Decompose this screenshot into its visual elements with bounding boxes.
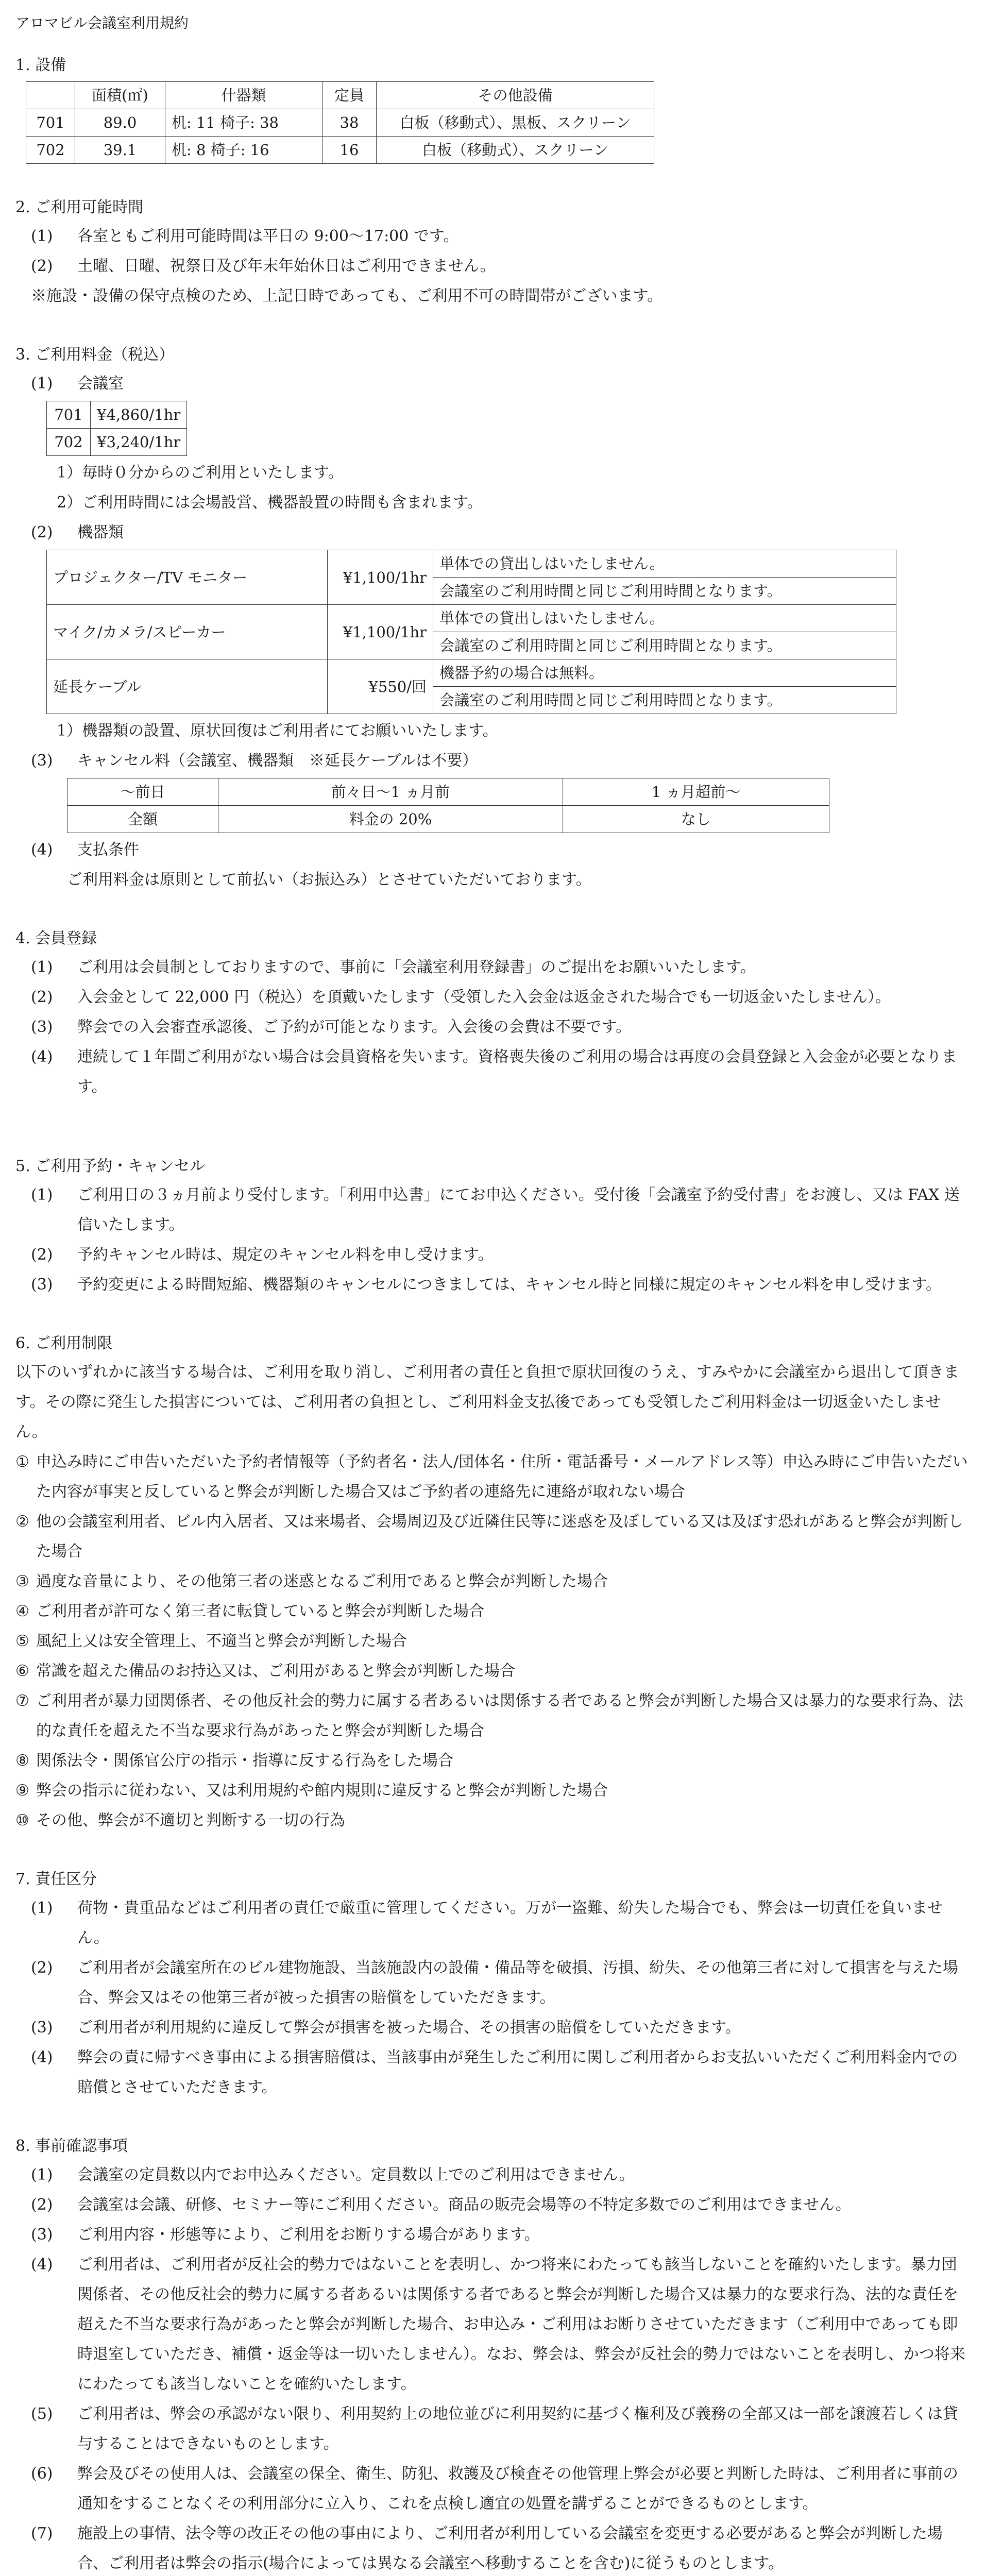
table-cell: 白板（移動式）、スクリーン	[377, 137, 654, 164]
section-liability	[15, 1866, 970, 2103]
equipment-note: 会議室のご利用時間と同じご利用時間となります。	[433, 632, 896, 659]
list-item	[15, 1686, 970, 1746]
table-row	[47, 401, 187, 429]
subsection-payment	[15, 835, 970, 865]
table-row	[47, 605, 896, 659]
list-item-text: 関係法令・関係官公庁の指示・指導に反する行為をした場合	[36, 1752, 453, 1770]
list-item-text: 土曜、日曜、祝祭日及び年末年始休日はご利用できません。	[77, 257, 496, 275]
list-item	[15, 2519, 970, 2576]
list-item-text: ご利用者が利用規約に違反して弊会が損害を被った場合、その損害の賠償をしていただきます。	[77, 2019, 741, 2037]
list-item-text: 常識を超えた備品のお持込又は、ご利用があると弊会が判断した場合	[36, 1662, 515, 1680]
list-item-text: 弊会の指示に従わない、又は利用規約や館内規則に違反すると弊会が判断した場合	[36, 1782, 608, 1800]
table-header-row	[67, 778, 829, 806]
list-item-marker: ⑩	[15, 1811, 29, 1829]
list-item-text: 入会金として 22,000 円（税込）を頂戴いたします（受領した入会金は返金された場合でも一切返金いたしません）。	[77, 988, 891, 1006]
list-item	[15, 2043, 970, 2103]
table-row	[47, 659, 896, 714]
facility-table	[26, 81, 654, 164]
list-item	[15, 1012, 970, 1042]
list-item-marker: (7)	[31, 2524, 53, 2543]
list-item	[15, 1806, 970, 1836]
table-cell: 料金の 20%	[218, 806, 563, 833]
table-header-cell: 什器類	[165, 82, 322, 109]
note-text: 2）ご利用時間には会場設営、機器設置の時間も含まれます。	[57, 494, 483, 512]
table-cell: ¥4,860/1hr	[91, 401, 187, 429]
list-item	[15, 2160, 970, 2190]
list-item-text: 過度な音量により、その他第三者の迷惑となるご利用であると弊会が判断した場合	[36, 1572, 608, 1590]
table-cell	[433, 605, 896, 659]
table-cell: マイク/カメラ/スピーカー	[47, 605, 328, 659]
cancel-fee-table	[67, 778, 829, 833]
equipment-note: 会議室のご利用時間と同じご利用時間となります。	[433, 577, 896, 604]
room-fee-table	[46, 401, 187, 456]
list-item	[15, 1893, 970, 1953]
list-item-marker: (3)	[31, 2019, 53, 2037]
table-row	[47, 429, 187, 456]
table-cell: 38	[322, 109, 377, 137]
list-item-marker: (4)	[31, 2048, 53, 2066]
table-cell: 机: 8 椅子: 16	[165, 137, 322, 164]
section-heading: 7. 責任区分	[15, 1870, 97, 1888]
list-item-marker: (4)	[31, 1048, 53, 1066]
list-item-text: ご利用者は、弊会の承認がない限り、利用契約上の地位並びに利用契約に基づく権利及び義務の全部又は一部を譲渡若しくは貸与することはできないものとします。	[77, 2405, 958, 2453]
subsection-cancel-fee	[15, 746, 970, 776]
list-item-marker: (3)	[31, 2226, 53, 2244]
section-membership	[15, 925, 970, 1123]
list-item-marker: ⑨	[15, 1782, 29, 1800]
equipment-note: 単体での貸出しはいたしません。	[439, 555, 665, 572]
list-item-marker: ⑤	[15, 1632, 29, 1650]
table-cell: 白板（移動式）、黒板、スクリーン	[377, 109, 654, 137]
section-restrictions	[15, 1330, 970, 1836]
list-item-text: 連続して１年間ご利用がない場合は会員資格を失います。資格喪失後のご利用の場合は再度の会員登録と入会金が必要となります。	[77, 1048, 957, 1096]
list-item	[15, 2190, 970, 2220]
list-item-marker: (1)	[31, 1899, 53, 1917]
list-item	[15, 222, 970, 251]
list-item-text: 他の会議室利用者、ビル内入居者、又は来場者、会場周辺及び近隣住民等に迷惑を及ぼしている又は及ぼす恐れがあると弊会が判断した場合	[36, 1513, 963, 1561]
list-item-text: 施設上の事情、法令等の改正その他の事由により、ご利用者が利用している会議室を変更する必要があると弊会が判断した場合、ご利用者は弊会の指示(場合によっては異なる会議室へ移動することを含む)に従うものとします。	[77, 2524, 943, 2572]
list-item	[15, 1567, 970, 1597]
list-item-marker: ⑧	[15, 1752, 29, 1770]
section-facilities	[15, 52, 970, 164]
table-cell: 16	[322, 137, 377, 164]
note-text: 1）機器類の設置、原状回復はご利用者にてお願いいたします。	[57, 722, 498, 740]
table-cell: 701	[26, 109, 75, 137]
table-cell: 89.0	[75, 109, 165, 137]
list-item-text: その他、弊会が不適切と判断する一切の行為	[36, 1811, 345, 1829]
table-header-cell: 前々日〜1 ヵ月前	[218, 778, 563, 806]
list-item-marker: ⑦	[15, 1692, 29, 1710]
document-title: アロマビル会議室利用規約	[15, 14, 189, 31]
table-row	[26, 109, 654, 137]
list-item-text: 予約変更による時間短縮、機器類のキャンセルにつきましては、キャンセル時と同様に規定のキャンセル料を申し受けます。	[77, 1276, 941, 1294]
list-item-marker: (2)	[31, 1959, 53, 1977]
subsection-room-fee	[15, 369, 970, 399]
equipment-note: 機器予約の場合は無料。	[439, 664, 604, 682]
list-item-marker: (3)	[31, 1018, 53, 1036]
section-precautions	[15, 2132, 970, 2576]
list-item-marker: (2)	[31, 988, 53, 1006]
note-text: 1）毎時０分からのご利用といたします。	[57, 464, 344, 482]
list-item-text: ご利用日の３ヵ月前より受付します。「利用申込書」にてお申込ください。受付後「会議室予約受付書」をお渡し、又は FAX 送信いたします。	[77, 1186, 960, 1234]
list-item-marker: (4)	[31, 841, 53, 859]
list-item	[15, 2459, 970, 2519]
list-item	[15, 2220, 970, 2250]
list-item	[15, 1447, 970, 1507]
list-item-marker: ④	[15, 1602, 29, 1620]
list-item	[15, 251, 970, 281]
table-row	[47, 550, 896, 605]
section-heading: 2. ご利用可能時間	[15, 198, 144, 216]
subsection-label: キャンセル料（会議室、機器類 ※延長ケーブルは不要）	[77, 752, 478, 770]
list-item-marker: (1)	[31, 375, 53, 393]
list-item	[15, 1180, 970, 1240]
table-cell: ¥1,100/1hr	[328, 550, 433, 605]
list-item	[15, 2250, 970, 2399]
list-item-text: 荷物・貴重品などはご利用者の責任で厳重に管理してください。万が一盗難、紛失した場合でも、弊会は一切責任を負いません。	[77, 1899, 943, 1947]
table-cell: ¥3,240/1hr	[91, 429, 187, 456]
list-item-text: 弊会の責に帰すべき事由による損害賠償は、当該事由が発生したご利用に関しご利用者からお支払いいただくご利用料金内での賠償とさせていただきます。	[77, 2048, 958, 2096]
list-item	[15, 1656, 970, 1686]
table-cell: プロジェクター/TV モニター	[47, 550, 328, 605]
list-item	[15, 2399, 970, 2459]
list-item-marker: (2)	[31, 2196, 53, 2214]
section-heading: 5. ご利用予約・キャンセル	[15, 1157, 206, 1175]
table-header-cell: 1 ヵ月超前〜	[563, 778, 829, 806]
table-cell: 702	[26, 137, 75, 164]
list-item-text: 会議室の定員数以内でお申込みください。定員数以上でのご利用はできません。	[77, 2166, 635, 2184]
list-item-marker: ①	[15, 1453, 29, 1471]
table-cell: 延長ケーブル	[47, 659, 328, 714]
equipment-fee-table	[46, 550, 896, 714]
list-item	[15, 1746, 970, 1776]
list-item-marker: (1)	[31, 2166, 53, 2184]
list-item	[15, 1776, 970, 1806]
table-cell: 全額	[67, 806, 218, 833]
list-item	[15, 1270, 970, 1300]
table-cell: 机: 11 椅子: 38	[165, 109, 322, 137]
list-item-marker: (3)	[31, 1276, 53, 1294]
list-item-text: 各室ともご利用可能時間は平日の 9:00〜17:00 です。	[77, 227, 459, 245]
list-item-marker: (2)	[31, 257, 53, 275]
paragraph: ご利用料金は原則として前払い（お振込み）とさせていただいております。	[67, 871, 591, 889]
table-row	[26, 137, 654, 164]
table-header-cell: 〜前日	[67, 778, 218, 806]
section-heading: 4. 会員登録	[15, 929, 97, 947]
list-item-text: 会議室は会議、研修、セミナー等にご利用ください。商品の販売会場等の不特定多数でのご利用はできません。	[77, 2196, 851, 2214]
list-item-text: ご利用は会員制としておりますので、事前に「会議室利用登録書」のご提出をお願いいたします。	[77, 958, 756, 976]
note-text: ※施設・設備の保守点検のため、上記日時であっても、ご利用不可の時間帯がございます。	[31, 287, 663, 305]
list-item-marker: ②	[15, 1513, 29, 1531]
table-header-cell	[26, 82, 75, 109]
section-hours	[15, 194, 970, 311]
list-item-text: ご利用内容・形態等により、ご利用をお断りする場合があります。	[77, 2226, 540, 2244]
list-item-text: ご利用者が会議室所在のビル建物施設、当該施設内の設備・備品等を破損、汚損、紛失、その他第三者に対して損害を与えた場合、弊会又はその他第三者が被った損害の賠償をしていただきます。	[77, 1959, 958, 2007]
table-cell: ¥550/回	[328, 659, 433, 714]
list-item-marker: (2)	[31, 523, 53, 541]
section-heading: 3. ご利用料金（税込）	[15, 346, 175, 364]
list-item	[15, 953, 970, 982]
table-header-cell: その他設備	[377, 82, 654, 109]
list-item	[15, 1507, 970, 1567]
list-item	[15, 2013, 970, 2043]
list-item-text: ご利用者が暴力団関係者、その他反社会的勢力に属する者あるいは関係する者であると弊会が判断した場合又は暴力的な要求行為、法的な責任を超えた不当な要求行為があったと弊会が判断した場合	[36, 1692, 963, 1740]
section-heading: 1. 設備	[15, 56, 66, 74]
list-item-marker: (3)	[31, 752, 53, 770]
list-item	[15, 1042, 970, 1102]
equipment-note: 単体での貸出しはいたしません。	[439, 609, 665, 627]
section-fees	[15, 341, 970, 895]
list-item-text: 弊会及びその使用人は、会議室の保全、衛生、防犯、救護及び検査その他管理上弊会が必要と判断した時は、ご利用者に事前の通知をすることなくその利用部分に立入り、これを点検し適宜の処置を講ずることができるものとします。	[77, 2465, 958, 2513]
table-cell: 702	[47, 429, 91, 456]
list-item-text: 申込み時にご申告いただいた予約者情報等（予約者名・法人/団体名・住所・電話番号・メールアドレス等）申込み時にご申告いただいた内容が事実と反していると弊会が判断した場合又はご予約者の連絡先に連絡が取れない場合	[36, 1453, 968, 1501]
list-item-marker: (1)	[31, 1186, 53, 1204]
list-item-text: 予約キャンセル時は、規定のキャンセル料を申し受けます。	[77, 1246, 494, 1264]
list-item	[15, 1953, 970, 2013]
equipment-note: 会議室のご利用時間と同じご利用時間となります。	[433, 686, 896, 714]
subsection-equipment-fee	[15, 518, 970, 548]
table-cell: ¥1,100/1hr	[328, 605, 433, 659]
table-cell: なし	[563, 806, 829, 833]
subsection-label: 会議室	[77, 375, 124, 393]
list-item-text: 風紀上又は安全管理上、不適当と弊会が判断した場合	[36, 1632, 407, 1650]
list-item-marker: (2)	[31, 1246, 53, 1264]
list-item-text: 弊会での入会審査承認後、ご予約が可能となります。入会後の会費は不要です。	[77, 1018, 632, 1036]
table-header-cell: 定員	[322, 82, 377, 109]
table-cell	[433, 659, 896, 714]
list-item-marker: ③	[15, 1572, 29, 1590]
list-item-marker: (6)	[31, 2465, 53, 2483]
subsection-label: 機器類	[77, 523, 124, 541]
list-item-text: ご利用者が許可なく第三者に転貸していると弊会が判断した場合	[36, 1602, 484, 1620]
list-item	[15, 1240, 970, 1270]
paragraph: 以下のいずれかに該当する場合は、ご利用を取り消し、ご利用者の責任と負担で原状回復のうえ、すみやかに会議室から退出して頂きます。その際に発生した損害については、ご利用者の負担とし、ご利用料金支払後であっても受領したご利用料金は一切返金いたしません。	[15, 1363, 959, 1441]
subsection-label: 支払条件	[77, 841, 139, 859]
list-item-marker: (1)	[31, 958, 53, 976]
list-item	[15, 1597, 970, 1626]
section-reservation	[15, 1153, 970, 1300]
table-cell	[433, 550, 896, 605]
list-item	[15, 1626, 970, 1656]
list-item-marker: (4)	[31, 2256, 53, 2274]
table-cell: 39.1	[75, 137, 165, 164]
list-item	[15, 982, 970, 1012]
table-header-cell: 面積(㎡)	[75, 82, 165, 109]
table-header-row	[26, 82, 654, 109]
list-item-text: ご利用者は、ご利用者が反社会的勢力ではないことを表明し、かつ将来にわたっても該当しないことを確約いたします。暴力団関係者、その他反社会的勢力に属する者あるいは関係する者であると弊会が判断した場合又は暴力的な要求行為、法的な責任を超えた不当な要求行為があったと弊会が判断した場合、お申込み・ご利用はお断りさせていただきます（ご利用中であっても即時退室していただき、補償・返金等は一切いたしません）。なお、弊会は、弊会が反社会的勢力ではないことを表明し、かつ将来にわたっても該当しないことを確約いたします。	[77, 2256, 965, 2393]
list-item-marker: ⑥	[15, 1662, 29, 1680]
list-item-marker: (1)	[31, 227, 53, 245]
table-row	[67, 806, 829, 833]
section-heading: 6. ご利用制限	[15, 1334, 113, 1352]
list-item-marker: (5)	[31, 2405, 53, 2423]
section-heading: 8. 事前確認事項	[15, 2137, 128, 2155]
table-cell: 701	[47, 401, 91, 429]
